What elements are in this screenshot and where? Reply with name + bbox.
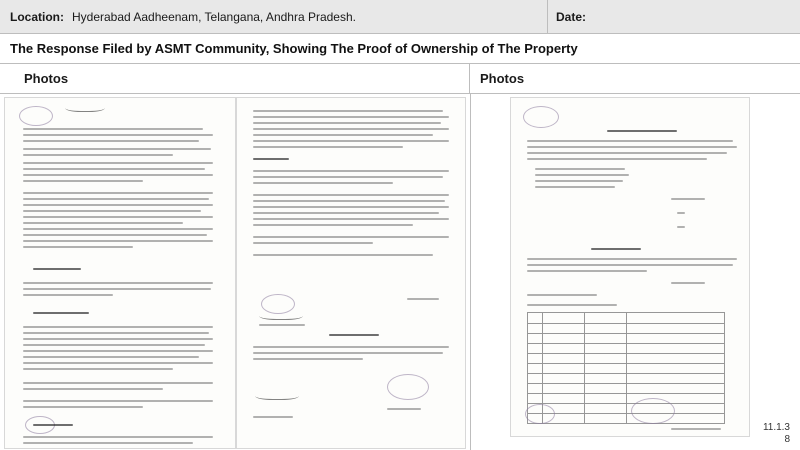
date-label: Date: <box>556 10 587 24</box>
right-photos-heading: Photos <box>470 64 800 94</box>
slide-title <box>0 34 800 64</box>
location-value: Hyderabad Aadheenam, Telangana, Andhra Pradesh. <box>72 10 356 24</box>
header-bar <box>0 0 800 34</box>
location-cell <box>0 0 548 34</box>
stamp-mark <box>19 106 53 126</box>
panel-divider <box>470 94 471 450</box>
document-photo-right <box>510 97 750 437</box>
section-number: 11.1.3 <box>762 422 790 433</box>
document-photo-left-1 <box>4 97 236 449</box>
title-text: The Response Filed by ASMT Community, Showing The Proof of Ownership of The Property <box>10 41 578 56</box>
signature-mark <box>65 102 105 112</box>
location-label: Location: <box>10 10 64 24</box>
list-of-documents-table <box>527 312 725 424</box>
page-number: 8 <box>784 434 790 445</box>
left-photos-heading: Photos <box>0 64 470 94</box>
date-cell <box>548 0 800 34</box>
document-photo-left-2 <box>236 97 466 449</box>
